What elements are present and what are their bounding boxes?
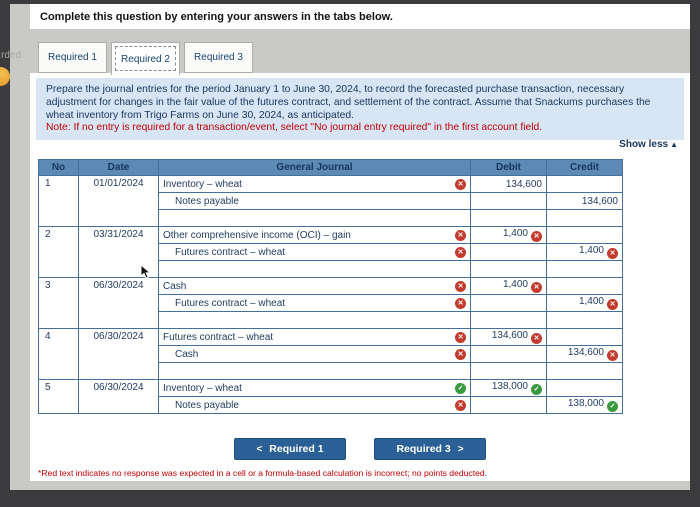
red-text-footnote: *Red text indicates no response was expected in a cell or a formula-based calculation is incorrect; no points deducted. <box>38 468 488 478</box>
debit-cell <box>471 210 547 227</box>
debit-cell-value: 138,000 <box>491 381 528 392</box>
tab-nav-buttons <box>30 438 690 460</box>
journal-line <box>39 329 623 346</box>
credit-cell-value: 1,400 <box>578 245 604 256</box>
account-cell <box>159 363 471 380</box>
required-tabs <box>38 42 253 75</box>
credit-cell[interactable] <box>547 244 623 261</box>
debit-cell <box>471 312 547 329</box>
col-header-no: No <box>39 160 79 176</box>
debit-cell[interactable] <box>471 176 547 193</box>
journal-table-body <box>39 176 623 414</box>
credit-cell <box>547 380 623 397</box>
entry-no-cell: 5 <box>39 380 79 414</box>
credit-cell-value: 134,600 <box>581 195 618 207</box>
error-icon: ✕ <box>455 247 466 258</box>
entry-date-cell[interactable]: 06/30/2024 <box>79 380 159 414</box>
account-cell <box>159 312 471 329</box>
entry-no-cell: 1 <box>39 176 79 227</box>
account-cell[interactable] <box>159 380 471 397</box>
required-1-button-label: Required 1 <box>269 443 324 455</box>
account-name: Futures contract – wheat <box>175 297 286 309</box>
error-icon: ✕ <box>531 231 542 242</box>
account-cell <box>159 210 471 227</box>
account-name: Notes payable <box>175 399 239 411</box>
debit-cell <box>471 363 547 380</box>
account-cell[interactable] <box>159 227 471 244</box>
error-icon: ✕ <box>607 299 618 310</box>
tab-required-1[interactable]: Required 1 <box>38 42 107 73</box>
account-name: Cash <box>163 280 187 292</box>
status-dot-icon <box>0 67 10 86</box>
debit-cell <box>471 193 547 210</box>
credit-cell <box>547 227 623 244</box>
entry-date-cell[interactable]: 06/30/2024 <box>79 329 159 380</box>
required-3-button[interactable] <box>374 438 486 460</box>
debit-cell-value: 1,400 <box>502 279 528 290</box>
question-instruction-bar <box>30 4 690 29</box>
account-cell[interactable] <box>159 295 471 312</box>
account-cell[interactable] <box>159 176 471 193</box>
awarded-label-clipped: rded <box>1 50 22 61</box>
chevron-right-icon: > <box>457 443 464 455</box>
account-cell[interactable] <box>159 244 471 261</box>
account-name: Futures contract – wheat <box>163 331 274 343</box>
entry-no-cell: 4 <box>39 329 79 380</box>
account-name: Cash <box>175 348 199 360</box>
debit-cell <box>471 295 547 312</box>
debit-cell-value: 1,400 <box>502 228 528 239</box>
chevron-left-icon: < <box>256 443 263 455</box>
col-header-general-journal: General Journal <box>159 160 471 176</box>
debit-cell <box>471 346 547 363</box>
error-icon: ✕ <box>455 349 466 360</box>
credit-cell-value: 134,600 <box>567 347 604 358</box>
no-entry-note: Note: If no entry is required for a transaction/event, select "No journal entry required" in the first account field. <box>46 122 543 134</box>
credit-cell <box>547 363 623 380</box>
credit-cell[interactable] <box>547 346 623 363</box>
entry-date-cell[interactable]: 06/30/2024 <box>79 278 159 329</box>
debit-cell-value: 134,600 <box>491 330 528 341</box>
required-3-button-label: Required 3 <box>396 443 451 455</box>
entry-date-cell[interactable]: 01/01/2024 <box>79 176 159 227</box>
journal-line <box>39 278 623 295</box>
account-cell[interactable] <box>159 193 471 210</box>
caret-up-icon: ▲ <box>670 140 678 149</box>
error-icon: ✕ <box>607 248 618 259</box>
debit-cell <box>471 397 547 414</box>
account-name: Inventory – wheat <box>163 382 242 394</box>
error-icon: ✕ <box>455 400 466 411</box>
debit-cell-value: 134,600 <box>505 178 542 190</box>
error-icon: ✕ <box>455 179 466 190</box>
check-icon: ✓ <box>531 384 542 395</box>
credit-cell[interactable] <box>547 397 623 414</box>
credit-cell <box>547 312 623 329</box>
show-less-link[interactable] <box>619 139 678 150</box>
credit-cell <box>547 261 623 278</box>
journal-line <box>39 176 623 193</box>
col-header-debit: Debit <box>471 160 547 176</box>
problem-description-box <box>36 78 684 140</box>
debit-cell[interactable] <box>471 380 547 397</box>
account-name: Other comprehensive income (OCI) – gain <box>163 229 351 241</box>
entry-no-cell: 3 <box>39 278 79 329</box>
credit-cell[interactable] <box>547 295 623 312</box>
journal-line <box>39 380 623 397</box>
problem-description: Prepare the journal entries for the period January 1 to June 30, 2024, to record the forecasted purchase transaction, necessary adjustment for changes in the fair value of the futures contract, and settlement of the contract. Assume that Snackums purchases the wheat inventory from Trigo Farms on June 30, 2024, as anticipated. <box>46 84 651 121</box>
journal-table <box>38 159 623 414</box>
credit-cell[interactable] <box>547 193 623 210</box>
mouse-cursor <box>140 264 154 280</box>
account-name: Inventory – wheat <box>163 178 242 190</box>
account-cell[interactable] <box>159 329 471 346</box>
check-icon: ✓ <box>607 401 618 412</box>
debit-cell <box>471 261 547 278</box>
question-instruction-text: Complete this question by entering your answers in the tabs below. <box>40 10 393 23</box>
error-icon: ✕ <box>455 298 466 309</box>
col-header-date: Date <box>79 160 159 176</box>
debit-cell <box>471 244 547 261</box>
entry-date-cell[interactable]: 03/31/2024 <box>79 227 159 278</box>
account-cell[interactable] <box>159 397 471 414</box>
required-2-panel <box>30 73 690 481</box>
tab-required-3[interactable]: Required 3 <box>184 42 253 73</box>
error-icon: ✕ <box>455 281 466 292</box>
account-cell[interactable] <box>159 346 471 363</box>
journal-table-header-row <box>39 160 623 176</box>
debit-cell[interactable] <box>471 278 547 295</box>
account-name: Notes payable <box>175 195 239 207</box>
error-icon: ✕ <box>455 332 466 343</box>
journal-table-wrap <box>38 159 623 414</box>
credit-cell-value: 1,400 <box>578 296 604 307</box>
journal-line <box>39 227 623 244</box>
debit-cell[interactable] <box>471 227 547 244</box>
credit-cell <box>547 210 623 227</box>
error-icon: ✕ <box>607 350 618 361</box>
account-cell <box>159 261 471 278</box>
col-header-credit: Credit <box>547 160 623 176</box>
check-icon: ✓ <box>455 383 466 394</box>
error-icon: ✕ <box>531 333 542 344</box>
credit-cell <box>547 176 623 193</box>
error-icon: ✕ <box>455 230 466 241</box>
question-window <box>10 4 690 490</box>
entry-no-cell: 2 <box>39 227 79 278</box>
debit-cell[interactable] <box>471 329 547 346</box>
error-icon: ✕ <box>531 282 542 293</box>
credit-cell <box>547 329 623 346</box>
tab-required-2[interactable]: Required 2 <box>111 42 180 75</box>
show-less-label: Show less <box>619 139 669 150</box>
credit-cell-value: 138,000 <box>567 398 604 409</box>
account-cell[interactable] <box>159 278 471 295</box>
required-1-button[interactable] <box>234 438 346 460</box>
credit-cell <box>547 278 623 295</box>
account-name: Futures contract – wheat <box>175 246 286 258</box>
